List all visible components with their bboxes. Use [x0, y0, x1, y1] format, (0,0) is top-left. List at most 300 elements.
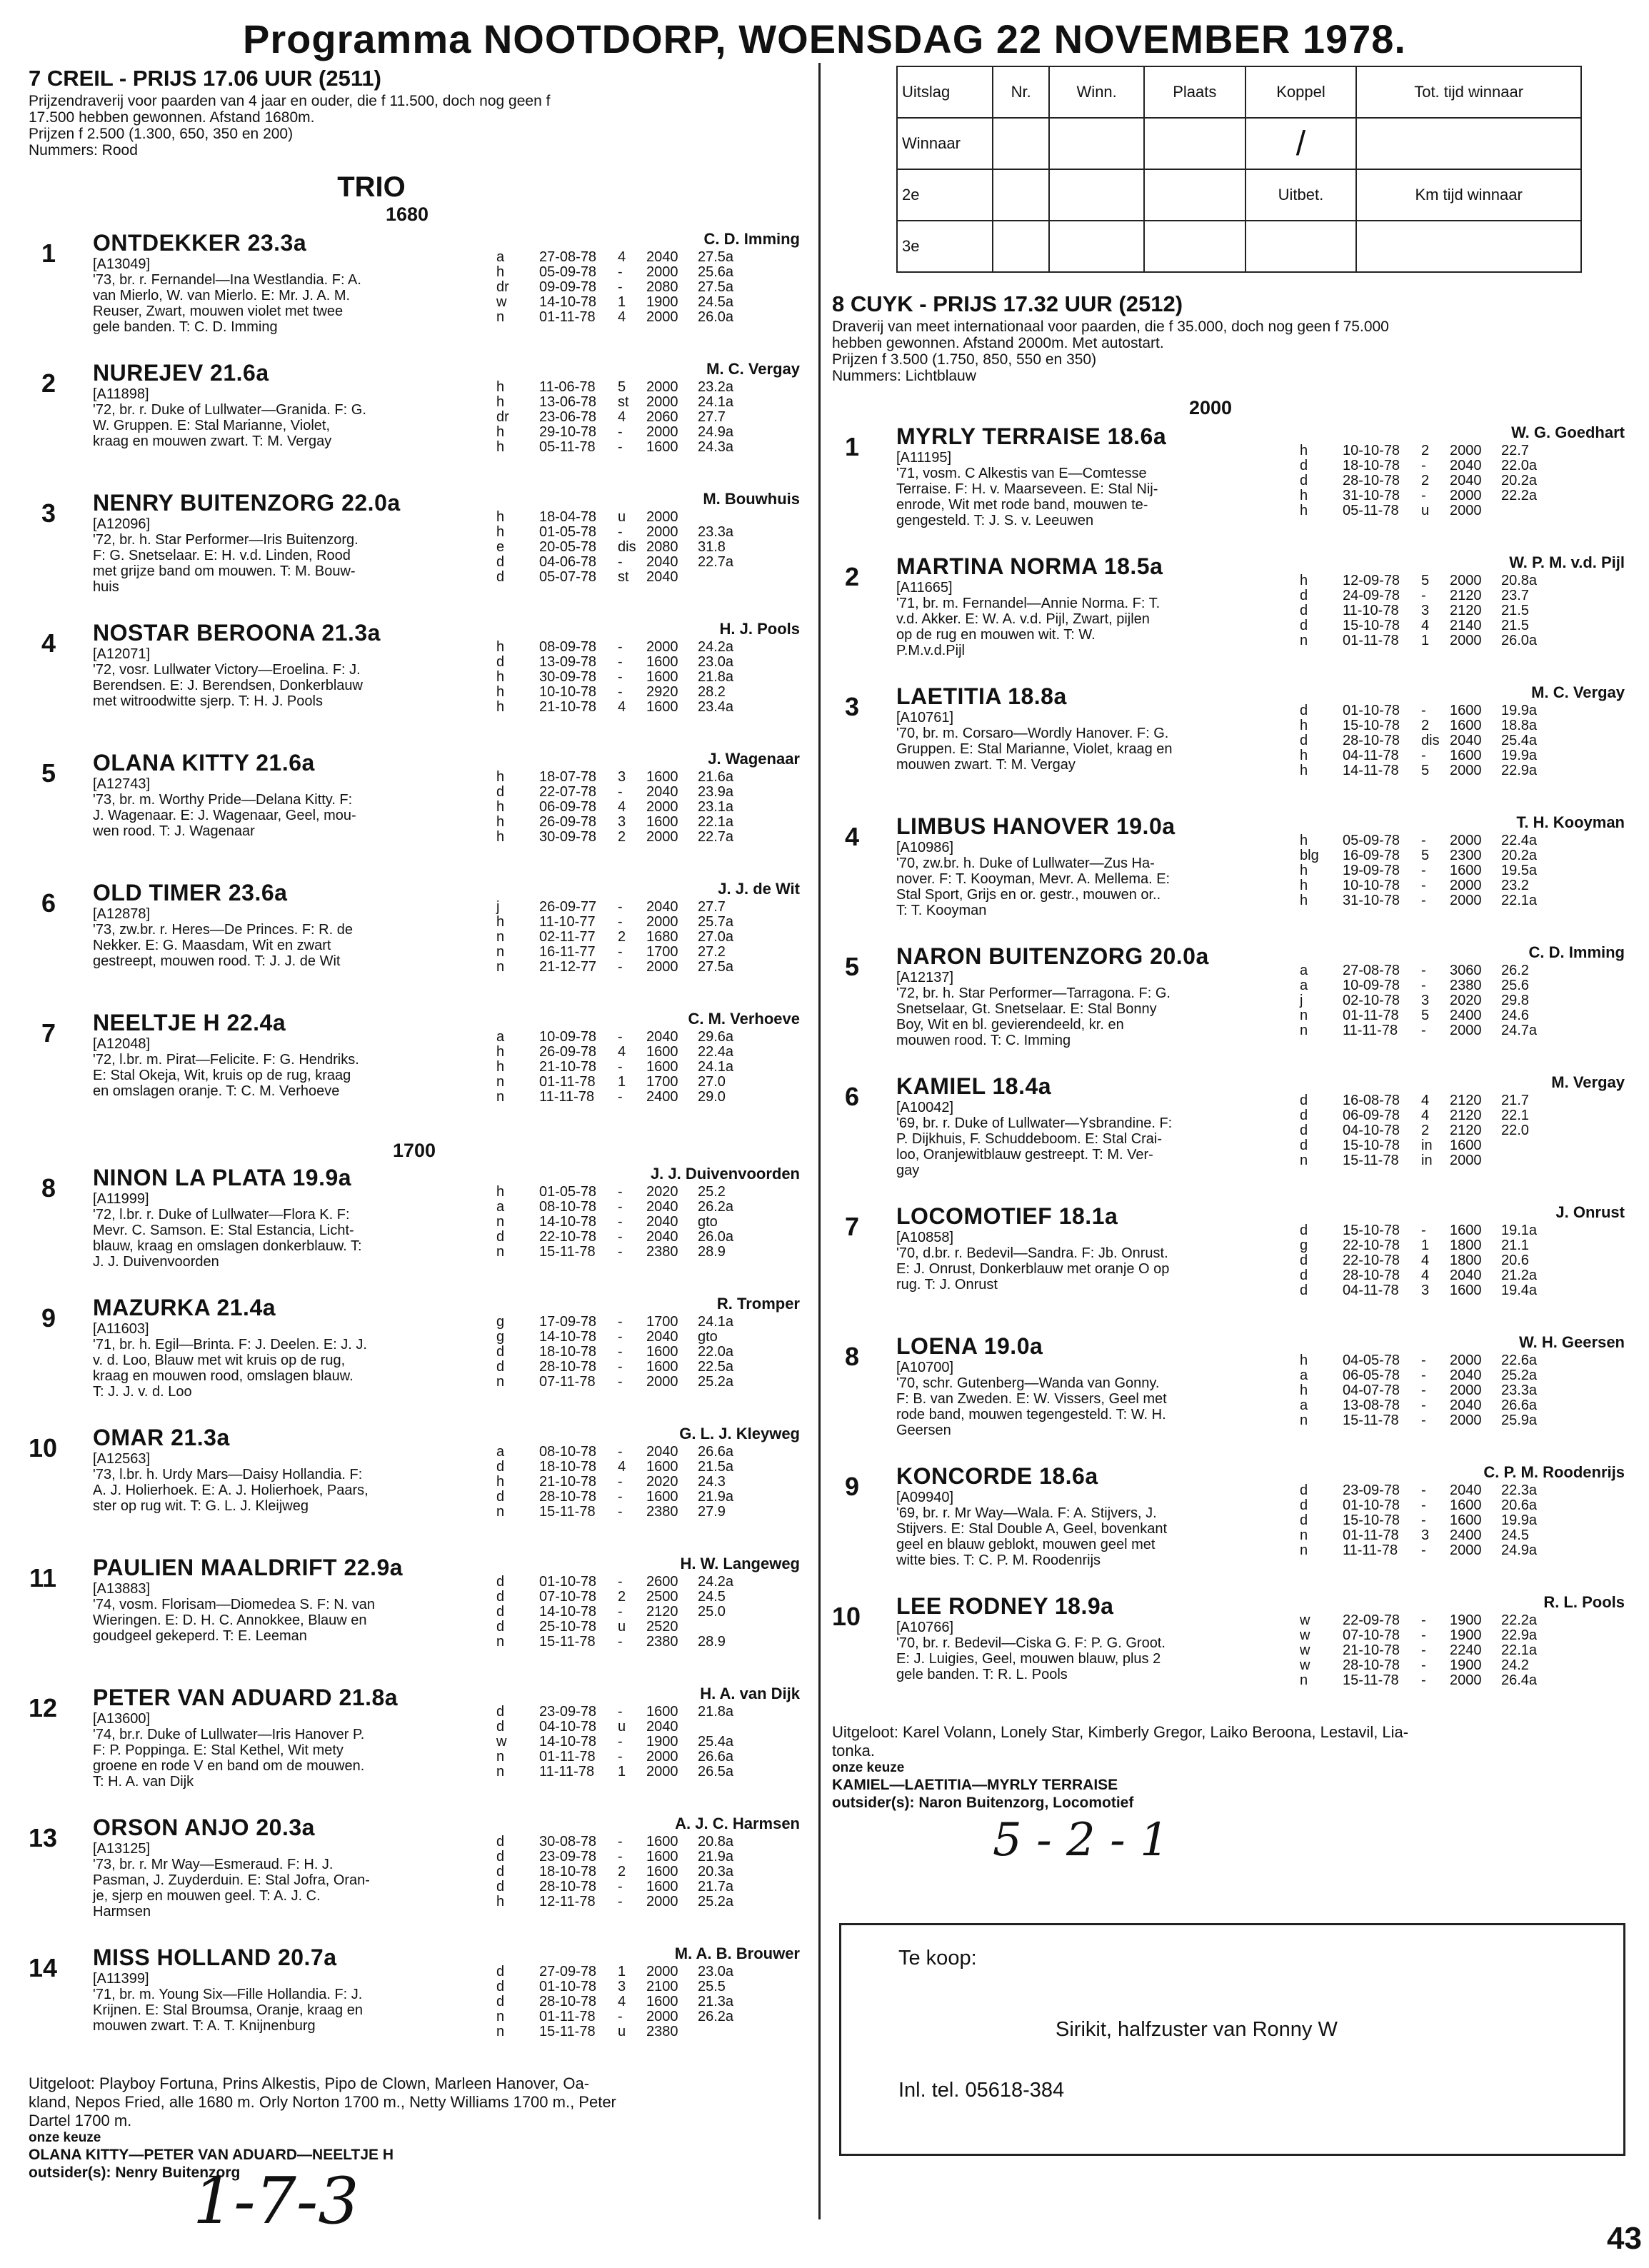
race-time: 22.3a — [1501, 1482, 1538, 1498]
form-list — [1300, 1613, 1544, 1688]
horse-number: 1 — [844, 432, 860, 461]
form-row — [496, 280, 741, 295]
race-distance: 2040 — [1450, 458, 1482, 473]
race-date: 30-09-78 — [539, 829, 597, 845]
cell[interactable] — [1049, 169, 1143, 221]
advertisement-box — [839, 1923, 1625, 2156]
form-row — [1300, 1353, 1544, 1368]
race-time: 23.0a — [698, 654, 734, 670]
cell[interactable] — [993, 169, 1049, 221]
placing: - — [618, 1489, 623, 1505]
form-row — [496, 1980, 741, 1994]
placing: - — [1421, 963, 1426, 978]
form-row — [1300, 633, 1544, 648]
track-code: n — [496, 1764, 505, 1780]
race-time: 25.6a — [698, 264, 734, 280]
race-date: 18-04-78 — [539, 509, 597, 525]
cell[interactable] — [1144, 118, 1245, 169]
race-date: 21-10-78 — [539, 1059, 597, 1075]
race-date: 11-10-77 — [539, 914, 596, 930]
form-row — [496, 1490, 741, 1505]
race-time: 21.3a — [698, 1994, 734, 2009]
placing: 2 — [618, 1864, 626, 1880]
race-date: 09-09-78 — [539, 279, 597, 295]
row-3e: 3e — [897, 221, 993, 272]
race-time: 27.5a — [698, 249, 734, 265]
form-row — [1300, 1138, 1544, 1153]
form-row — [496, 815, 741, 830]
race-date: 23-09-78 — [539, 1704, 597, 1720]
form-row — [496, 250, 741, 265]
form-list — [1300, 1093, 1544, 1168]
track-code: d — [1300, 703, 1308, 718]
form-row — [496, 1330, 741, 1345]
race-distance: 2000 — [1450, 1353, 1482, 1368]
race-distance: 2060 — [646, 409, 678, 425]
track-code: h — [496, 639, 505, 655]
form-row — [1300, 443, 1544, 458]
form-row — [1300, 1153, 1544, 1168]
race-time: 23.3a — [698, 524, 734, 540]
horse-entry — [832, 683, 1625, 805]
horse-number: 8 — [41, 1173, 56, 1203]
race-date: 23-09-78 — [1343, 1482, 1400, 1498]
cell[interactable] — [1049, 221, 1143, 272]
form-row — [496, 1705, 741, 1720]
race-time: 26.6a — [1501, 1398, 1538, 1413]
handwritten-result: 5 - 2 - 1 — [993, 1814, 1169, 1867]
race-date: 01-11-78 — [1343, 633, 1399, 648]
race-distance: 2040 — [646, 1199, 678, 1215]
track-code: a — [496, 1199, 505, 1215]
race-distance: 2040 — [646, 1229, 678, 1245]
race-distance: 2000 — [1450, 633, 1482, 648]
race-date: 12-09-78 — [1343, 573, 1400, 588]
form-row — [496, 1635, 741, 1650]
placing: u — [618, 1619, 626, 1635]
race-date: 28-10-78 — [1343, 1657, 1400, 1673]
race-time: 22.7a — [698, 554, 734, 570]
race-date: 08-10-78 — [539, 1199, 597, 1215]
form-row — [496, 1850, 741, 1865]
track-code: h — [1300, 1353, 1308, 1368]
race-time — [698, 510, 741, 525]
horse-entry — [29, 490, 800, 611]
page-number: 43 — [1607, 2221, 1642, 2256]
race-title: 8 CUYK - PRIJS 17.32 UUR (2512) — [832, 291, 1183, 316]
track-code: h — [1300, 573, 1308, 588]
race-distance: 2400 — [1450, 1527, 1482, 1543]
race-date: 18-10-78 — [539, 1864, 597, 1880]
trainer-name: C. D. Imming — [703, 230, 800, 248]
race-distance: 1600 — [646, 1849, 678, 1865]
form-list — [1300, 703, 1544, 778]
horse-number: 5 — [41, 758, 56, 788]
track-code: j — [496, 899, 500, 915]
race-time: 23.1a — [698, 799, 734, 815]
placing: - — [618, 424, 623, 440]
track-code: n — [496, 1504, 505, 1520]
placing: - — [1421, 1482, 1426, 1498]
trainer-name: M. C. Vergay — [1531, 683, 1625, 701]
track-code: g — [1300, 1238, 1308, 1253]
race-date: 15-11-78 — [539, 1634, 596, 1650]
row-winnaar: Winnaar — [897, 118, 993, 169]
placing: - — [618, 1359, 623, 1375]
placing: - — [1421, 1413, 1426, 1428]
trainer-name: H. J. Pools — [719, 620, 800, 638]
placing: - — [1421, 748, 1426, 763]
race-time: 26.2 — [1501, 963, 1529, 978]
distance-heading: 2000 — [1189, 397, 1233, 418]
track-code: h — [1300, 863, 1308, 878]
cell[interactable] — [993, 221, 1049, 272]
race-date: 04-10-78 — [539, 1719, 597, 1735]
track-code: w — [1300, 1642, 1310, 1658]
horse-entry — [832, 1073, 1625, 1195]
race-time: 21.6a — [698, 769, 734, 785]
cell[interactable] — [1356, 118, 1581, 169]
form-list — [496, 1575, 741, 1650]
race-date: 26-09-78 — [539, 1044, 597, 1060]
race-time: 27.0 — [698, 1074, 726, 1090]
track-code: d — [496, 554, 505, 570]
horse-entry — [29, 1295, 800, 1416]
horse-entry — [29, 880, 800, 1001]
race-time: 22.1a — [1501, 1642, 1538, 1658]
race-distance: 1600 — [646, 1344, 678, 1360]
track-code: h — [496, 509, 505, 525]
track-code: d — [496, 1619, 505, 1635]
placing: - — [1421, 1353, 1426, 1368]
placing: 1 — [618, 294, 626, 310]
race-time: 22.4a — [698, 1044, 734, 1060]
race-time: 24.3a — [698, 439, 734, 455]
form-row — [1300, 993, 1544, 1008]
race-date: 05-11-78 — [1343, 503, 1399, 518]
form-row — [496, 1765, 741, 1780]
race-date: 11-10-78 — [1343, 603, 1399, 618]
horse-number: 4 — [844, 822, 860, 851]
placing: 3 — [1421, 993, 1430, 1008]
race-time: 22.1a — [698, 814, 734, 830]
form-row — [496, 640, 741, 655]
race-distance: 2000 — [1450, 1023, 1482, 1038]
race-date: 02-11-77 — [539, 929, 596, 945]
race-time: 22.0a — [1501, 458, 1538, 473]
horse-info: [A10042] '69, br. r. Duke of Lullwater—Ysbrandine. F: P. Dijkhuis, F. Schuddeboom. E: Stal Crai- loo, Oranjewitblauw gestreept. T: M. Ver- gay — [896, 1100, 1173, 1178]
horse-info: [A11399] '71, br. m. Young Six—Fille Hollandia. F: J. Krijnen. E: Stal Broumsa, Oranje, kraag en mouwen zwart. T: A. T. Knijnenburg — [93, 1971, 363, 2034]
horse-number: 14 — [28, 1953, 58, 1982]
uitgeloot-text: Uitgeloot: Karel Volann, Lonely Star, Kimberly Gregor, Laiko Beroona, Lestavil, Lia- tonka. — [832, 1723, 1409, 1760]
placing: - — [618, 2009, 623, 2024]
placing: u — [1421, 503, 1430, 518]
form-row — [1300, 848, 1544, 863]
track-code: a — [1300, 1368, 1308, 1383]
track-code: a — [1300, 978, 1308, 993]
page-title: Programma NOOTDORP, WOENSDAG 22 NOVEMBER 1978. — [243, 16, 1406, 61]
race-date: 01-11-78 — [539, 1749, 596, 1765]
form-row — [496, 960, 741, 975]
race-time: 27.7 — [698, 899, 726, 915]
track-code: n — [1300, 633, 1308, 648]
horse-number: 10 — [831, 1602, 861, 1631]
horse-info: [A11665] '71, br. m. Fernandel—Annie Norma. F: T. v.d. Akker. E: W. A. v.d. Pijl, Zwart, pijlen op de rug en mouwen wit. T: W. P.M.v.d.Pijl — [896, 580, 1161, 658]
race-date: 28-10-78 — [1343, 1268, 1400, 1283]
form-row — [496, 1315, 741, 1330]
race-distance: 1600 — [1450, 703, 1482, 718]
placing: 4 — [1421, 618, 1430, 633]
placing: - — [618, 1834, 623, 1850]
form-row — [496, 525, 741, 540]
race-date: 23-09-78 — [539, 1849, 597, 1865]
header-nr: Nr. — [993, 66, 1049, 118]
race-date: 16-11-77 — [539, 944, 596, 960]
race-time: 24.5 — [698, 1589, 726, 1605]
placing: - — [618, 1229, 623, 1245]
race-time: gto — [698, 1214, 718, 1230]
race-date: 13-06-78 — [539, 394, 597, 410]
race-time: 28.2 — [698, 684, 726, 700]
form-row — [496, 945, 741, 960]
race-time: 27.7 — [698, 409, 726, 425]
form-row — [1300, 1658, 1544, 1673]
track-code: n — [496, 1214, 505, 1230]
race-date: 11-11-78 — [539, 1764, 595, 1780]
race-time: 29.0 — [698, 1089, 726, 1105]
horse-entry — [832, 553, 1625, 675]
horse-number: 5 — [844, 952, 860, 981]
form-row — [496, 440, 741, 455]
form-row — [1300, 1368, 1544, 1383]
race-date: 16-09-78 — [1343, 848, 1400, 863]
race-date: 08-09-78 — [539, 639, 597, 655]
race-date: 20-05-78 — [539, 539, 597, 555]
race-time: 19.9a — [1501, 1512, 1538, 1528]
horse-number: 6 — [41, 888, 56, 918]
cell[interactable] — [1144, 221, 1245, 272]
race-distance: 1600 — [646, 769, 678, 785]
race-distance: 2000 — [1450, 573, 1482, 588]
race-distance: 1900 — [646, 1734, 678, 1750]
keuze-picks: KAMIEL—LAETITIA—MYRLY TERRAISE — [832, 1777, 1118, 1793]
placing: - — [1421, 1542, 1426, 1558]
race-time: 19.9a — [1501, 703, 1538, 718]
placing: - — [1421, 863, 1426, 878]
race-distance: 2000 — [1450, 833, 1482, 848]
placing: - — [1421, 893, 1426, 908]
track-code: d — [1300, 1482, 1308, 1498]
form-list — [496, 1835, 741, 1910]
track-code: n — [496, 2024, 505, 2039]
track-code: h — [496, 394, 505, 410]
form-row — [496, 1895, 741, 1910]
placing: - — [618, 1444, 623, 1460]
race-date: 11-11-78 — [1343, 1542, 1398, 1558]
race-distance: 2000 — [1450, 503, 1482, 518]
race-date: 21-12-77 — [539, 959, 597, 975]
race-distance: 2500 — [646, 1589, 678, 1605]
form-row — [496, 570, 741, 585]
placing: u — [618, 1719, 626, 1735]
track-code: n — [496, 1074, 505, 1090]
race-distance: 1600 — [1450, 1512, 1482, 1528]
race-date: 22-09-78 — [1343, 1612, 1400, 1628]
placing: - — [618, 959, 623, 975]
horse-entry — [29, 360, 800, 481]
form-row — [496, 265, 741, 280]
race-distance: 1700 — [646, 944, 678, 960]
koppel-slash: / — [1245, 118, 1357, 169]
form-row — [496, 1230, 741, 1245]
form-row — [496, 670, 741, 685]
placing: 4 — [618, 699, 626, 715]
race-time: 26.2a — [698, 1199, 734, 1215]
trainer-name: R. L. Pools — [1543, 1593, 1625, 1611]
form-row — [496, 395, 741, 410]
track-code: d — [1300, 1253, 1308, 1268]
trainer-name: A. J. C. Harmsen — [675, 1815, 800, 1832]
form-row — [496, 1445, 741, 1460]
race-time: 21.5 — [1501, 618, 1529, 633]
horse-entry — [832, 423, 1625, 545]
race-description: Draverij van meet internationaal voor paarden, die f 35.000, doch nog geen f 75.000 hebben gewonnen. Afstand 2000m. Met autostart. Prijzen f 3.500 (1.750, 850, 550 en 350) Nummers: Lichtblauw — [832, 318, 1389, 384]
race-date: 22-07-78 — [539, 784, 597, 800]
form-row — [1300, 1108, 1544, 1123]
track-code: d — [1300, 1108, 1308, 1123]
placing: 3 — [618, 814, 626, 830]
race-distance: 1600 — [1450, 748, 1482, 763]
horse-info: [A10986] '70, zw.br. h. Duke of Lullwater—Zus Ha- nover. F: T. Kooyman, Mevr. A. Mellema. E: Stal Sport, Grijs en or. gestr., mouwen or.. T: T. Kooyman — [896, 840, 1171, 918]
race-time — [698, 1620, 741, 1635]
placing: 5 — [1421, 1008, 1430, 1023]
trainer-name: J. Onrust — [1555, 1203, 1625, 1221]
race-time: 23.3a — [1501, 1383, 1538, 1398]
race-time: 24.2a — [698, 1574, 734, 1590]
form-row — [496, 1475, 741, 1490]
horse-name: LOCOMOTIEF 18.1a — [896, 1203, 1118, 1229]
cell[interactable] — [1049, 118, 1143, 169]
race-time: 19.1a — [1501, 1223, 1538, 1238]
race-time: 29.8 — [1501, 993, 1529, 1008]
track-code: n — [496, 1749, 505, 1765]
track-code: h — [496, 424, 505, 440]
placing: 4 — [618, 1044, 626, 1060]
horse-number: 4 — [41, 628, 56, 658]
race-distance: 2400 — [646, 1089, 678, 1105]
horse-name: NOSTAR BEROONA 21.3a — [93, 620, 381, 646]
horse-name: KAMIEL 18.4a — [896, 1073, 1052, 1099]
form-row — [1300, 588, 1544, 603]
race-date: 11-06-78 — [539, 379, 596, 395]
placing: 4 — [618, 309, 626, 325]
track-code: a — [1300, 1398, 1308, 1413]
race-time: 26.2a — [698, 2009, 734, 2024]
track-code: d — [496, 1849, 505, 1865]
race-date: 28-10-78 — [539, 1994, 597, 2009]
cell[interactable] — [1245, 221, 1357, 272]
race-time: 27.0a — [698, 929, 734, 945]
race-time: 22.1 — [1501, 1108, 1529, 1123]
form-row — [496, 1200, 741, 1215]
horse-info: [A13600] '74, br.r. Duke of Lullwater—Iris Hanover P. F: P. Poppinga. E: Stal Kethel, Wit mety groene en rode V en band om de mouwen. T: H. A. van Dijk — [93, 1711, 365, 1790]
trainer-name: W. P. M. v.d. Pijl — [1509, 553, 1625, 571]
race-distance: 2000 — [646, 1749, 678, 1765]
horse-entry — [29, 1815, 800, 1936]
placing: - — [1421, 1612, 1426, 1628]
placing: - — [618, 1849, 623, 1865]
race-distance: 2000 — [646, 509, 678, 525]
header-plaats: Plaats — [1144, 66, 1245, 118]
track-code: a — [1300, 963, 1308, 978]
track-code: h — [496, 1059, 505, 1075]
track-code: d — [1300, 1512, 1308, 1528]
track-code: d — [496, 1574, 505, 1590]
cell[interactable] — [1144, 169, 1245, 221]
trainer-name: M. Bouwhuis — [703, 490, 800, 508]
race-date: 14-11-78 — [1343, 763, 1399, 778]
form-row — [496, 510, 741, 525]
race-date: 13-09-78 — [539, 654, 597, 670]
form-row — [1300, 763, 1544, 778]
placing: - — [618, 1374, 623, 1390]
race-distance: 1600 — [646, 1834, 678, 1850]
race-distance: 1600 — [1450, 1138, 1482, 1153]
placing: 4 — [618, 409, 626, 425]
km-tijd-label: Km tijd winnaar — [1356, 169, 1581, 221]
race-time: 26.0a — [698, 309, 734, 325]
race-distance: 2000 — [1450, 1413, 1482, 1428]
race-date: 04-07-78 — [1343, 1383, 1400, 1398]
horse-info: [A12071] '72, vosr. Lullwater Victory—Eroelina. F: J. Berendsen. E: J. Berendsen, Donkerblauw met witroodwitte sjerp. T: H. J. Pools — [93, 646, 363, 709]
horse-number: 9 — [844, 1472, 860, 1501]
cell[interactable] — [993, 118, 1049, 169]
race-date: 15-11-78 — [539, 2024, 596, 2039]
horse-name: LAETITIA 18.8a — [896, 683, 1067, 709]
placing: - — [618, 1734, 623, 1750]
form-row — [496, 1994, 741, 2009]
form-row — [496, 915, 741, 930]
race-date: 31-10-78 — [1343, 488, 1400, 503]
race-time: 22.0 — [1501, 1123, 1529, 1138]
race-time: 28.9 — [698, 1244, 726, 1260]
cell[interactable] — [1356, 221, 1581, 272]
placing: - — [1421, 1627, 1426, 1643]
placing: - — [618, 684, 623, 700]
track-code: h — [1300, 763, 1308, 778]
form-row — [496, 1215, 741, 1230]
race-date: 05-07-78 — [539, 569, 597, 585]
race-date: 15-10-78 — [1343, 618, 1400, 633]
race-time: 24.3 — [698, 1474, 726, 1490]
trainer-name: C. D. Imming — [1528, 943, 1625, 961]
trainer-name: J. J. Duivenvoorden — [650, 1165, 800, 1183]
track-code: j — [1300, 993, 1303, 1008]
placing: 4 — [618, 799, 626, 815]
form-row — [1300, 1093, 1544, 1108]
placing: 2 — [1421, 1123, 1430, 1138]
track-code: d — [1300, 588, 1308, 603]
race-title: 7 CREIL - PRIJS 17.06 UUR (2511) — [29, 66, 381, 91]
race-date: 28-10-78 — [539, 1879, 597, 1895]
trainer-name: C. M. Verhoeve — [688, 1010, 800, 1028]
race-time — [1501, 503, 1544, 518]
placing: - — [1421, 878, 1426, 893]
horse-name: NUREJEV 21.6a — [93, 360, 269, 386]
race-time: 25.2a — [698, 1374, 734, 1390]
race-date: 15-11-78 — [539, 1244, 596, 1260]
trainer-name: M. A. B. Brouwer — [674, 1945, 800, 1962]
